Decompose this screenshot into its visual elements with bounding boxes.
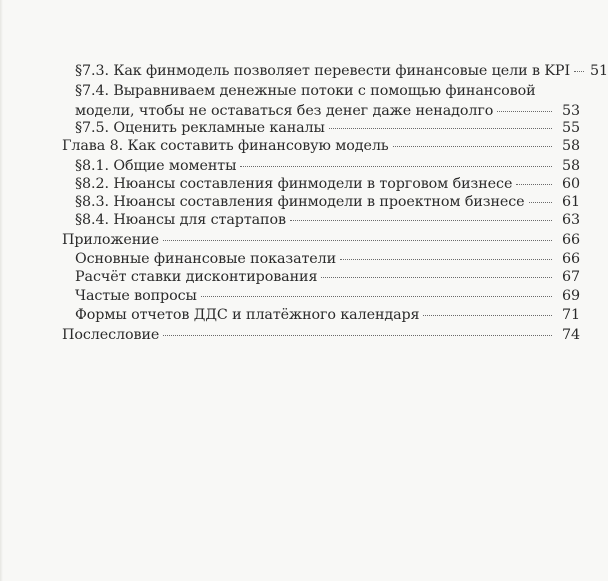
dot-leader [497,111,552,112]
dot-leader [516,184,552,185]
toc-entry-page: 63 [562,212,580,228]
toc-entry-title: модели, чтобы не оставаться без денег даже ненадолго [75,103,494,119]
toc-entry [75,306,580,325]
toc-entry-title: Формы отчетов ДДС и платёжного календаря [75,307,420,323]
toc-entry-title: §8.4. Нюансы для стартапов [75,212,286,228]
toc-entry-title: Послесловие [62,327,160,343]
toc-entry-chapter [62,326,580,345]
dot-leader [329,128,552,129]
toc-entry-title: §8.2. Нюансы составления финмодели в торговом бизнесе [75,176,513,192]
toc-entry-page: 69 [562,288,580,304]
toc-entry-title: §7.5. Оценить рекламные каналы [75,120,325,136]
dot-leader [163,240,552,241]
dot-leader [163,335,552,336]
toc-entry [75,250,580,269]
toc-entry-title: §8.1. Общие моменты [75,158,237,174]
dot-leader [340,259,552,260]
dot-leader [529,202,552,203]
toc-entry-page: 53 [562,103,580,119]
toc-entry [75,62,608,81]
toc-entry-page: 58 [562,138,580,154]
dot-leader [574,71,584,72]
toc-entry-page: 66 [562,232,580,248]
toc-entry-page: 55 [562,120,580,136]
toc-entry-page: 66 [562,251,580,267]
toc-entry [75,268,580,287]
toc-entry-title: Приложение [62,232,159,248]
toc-entry [75,175,580,194]
toc-entry-page: 60 [562,176,580,192]
toc-entry-title: Основные финансовые показатели [75,251,337,267]
toc-entry-page: 51 [590,63,608,79]
dot-leader [201,296,552,297]
dot-leader [321,277,552,278]
toc-entry [75,82,580,121]
toc-entry-title: §7.3. Как финмодель позволяет перевести финансовые цели в KPI [75,63,571,79]
toc-entry-chapter [62,231,580,250]
dot-leader [393,146,552,147]
toc-entry [75,193,580,212]
toc-entry-title: Частые вопросы [75,288,197,304]
toc-entry [75,119,580,138]
toc-entry-chapter [62,137,580,156]
toc-entry-title-line1: §7.4. Выравниваем денежные потоки с помощью финансовой [75,83,536,99]
toc-entry-title: Расчёт ставки дисконтирования [75,269,318,285]
toc-entry-title: §8.3. Нюансы составления финмодели в проектном бизнесе [75,194,525,210]
page-edge-shadow [0,0,3,581]
toc-entry-title: Глава 8. Как составить финансовую модель [62,138,389,154]
toc-entry-page: 61 [562,194,580,210]
toc-entry-page: 67 [562,269,580,285]
toc-entry-page: 58 [562,158,580,174]
toc-entry-page: 74 [562,327,580,343]
toc-entry [75,211,580,230]
toc-entry [75,157,580,176]
toc-entry-page: 71 [562,307,580,323]
dot-leader [423,315,552,316]
toc-entry [75,287,580,306]
dot-leader [290,220,552,221]
dot-leader [240,166,552,167]
